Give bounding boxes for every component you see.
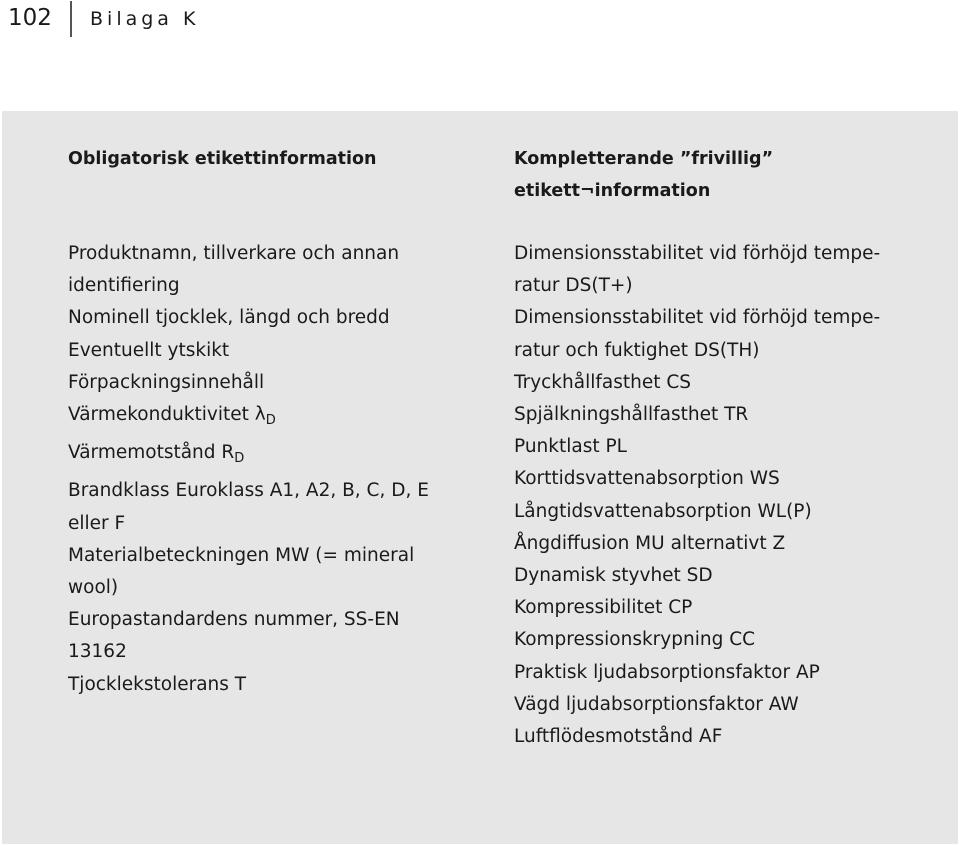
list-item [514, 528, 880, 560]
list-item [68, 335, 429, 367]
list-item-text: Ångdiffusion MU alternativt Z [514, 532, 786, 554]
list-item [514, 335, 880, 367]
list-item-text: eller F [68, 512, 126, 534]
list-item-text: Tryckhållfasthet CS [514, 371, 692, 393]
list-item [68, 508, 429, 540]
list-item [514, 657, 880, 689]
list-item [514, 496, 880, 528]
list-item [68, 437, 429, 475]
list-item-text: Brandklass Euroklass A1, A2, B, C, D, E [68, 480, 429, 502]
list-item-text: Eventuellt ytskikt [68, 339, 230, 361]
list-item [514, 560, 880, 592]
list-item [68, 367, 429, 399]
list-item [68, 604, 429, 636]
list-item-text: Kompressionskrypning CC [514, 629, 756, 651]
optional-info-list [514, 238, 880, 753]
list-item-text: Materialbeteckningen MW (= mineral [68, 544, 415, 566]
list-item-text: Produktnamn, tillverkare och annan [68, 243, 400, 264]
list-item-text: Punktlast PL [514, 436, 627, 458]
heading-line: Kompletterande ”frivillig” [514, 149, 774, 169]
list-item-text: Långtidsvattenabsorption WL(P) [514, 500, 812, 522]
optional-info-heading [514, 143, 773, 207]
list-item [68, 669, 429, 701]
header-divider [70, 1, 72, 37]
list-item-text: Kompressibilitet CP [514, 597, 693, 619]
mandatory-info-heading [68, 143, 377, 175]
list-item-text: Luftflödesmotstånd AF [514, 726, 723, 748]
list-item-text: Värmekonduktivitet λ [68, 404, 266, 426]
list-item [68, 636, 429, 668]
page-number: 102 [8, 5, 52, 31]
list-item [514, 367, 880, 399]
list-item [68, 540, 429, 572]
list-item [68, 572, 429, 604]
list-item [68, 475, 429, 507]
list-item [514, 302, 880, 334]
info-panel [2, 111, 958, 844]
list-item-text: Vägd ljudabsorptionsfaktor AW [514, 693, 799, 715]
subscript: D [234, 451, 245, 467]
page-header [0, 0, 960, 40]
list-item [514, 689, 880, 721]
list-item-text: 13162 [68, 641, 127, 663]
list-item-text: Dimensionsstabilitet vid förhöjd tempe- [514, 243, 881, 264]
list-item-text: Korttidsvattenabsorption WS [514, 468, 780, 490]
heading-line: etikett¬information [514, 181, 711, 201]
list-item [514, 592, 880, 624]
list-item-text: identifiering [68, 275, 180, 297]
list-item [514, 624, 880, 656]
list-item [514, 270, 880, 302]
list-item-text: wool) [68, 577, 119, 599]
list-item-text: Dimensionsstabilitet vid förhöjd tempe- [514, 307, 881, 329]
list-item [514, 399, 880, 431]
heading-line: Obligatorisk etikettinformation [68, 149, 377, 169]
list-item-text: ratur och fuktighet DS(TH) [514, 339, 760, 361]
list-item [68, 302, 429, 334]
subscript: D [265, 413, 276, 429]
list-item-text: Praktisk ljudabsorptionsfaktor AP [514, 661, 820, 683]
list-item [514, 238, 880, 270]
list-item [68, 238, 429, 270]
list-item-text: Dynamisk styvhet SD [514, 565, 713, 587]
section-title: Bilaga K [90, 8, 200, 30]
list-item-text: Tjocklekstolerans T [68, 673, 247, 695]
list-item-text: ratur DS(T+) [514, 275, 633, 297]
list-item-text: Värmemotstånd R [68, 442, 235, 464]
list-item-text: Nominell tjocklek, längd och bredd [68, 307, 390, 329]
list-item [68, 399, 429, 437]
list-item [514, 431, 880, 463]
list-item-text: Europastandardens nummer, SS-EN [68, 609, 400, 631]
list-item [68, 270, 429, 302]
list-item [514, 463, 880, 495]
list-item [514, 721, 880, 753]
list-item-text: Förpackningsinnehåll [68, 371, 265, 393]
mandatory-info-list [68, 238, 429, 701]
list-item-text: Spjälkningshållfasthet TR [514, 404, 749, 426]
